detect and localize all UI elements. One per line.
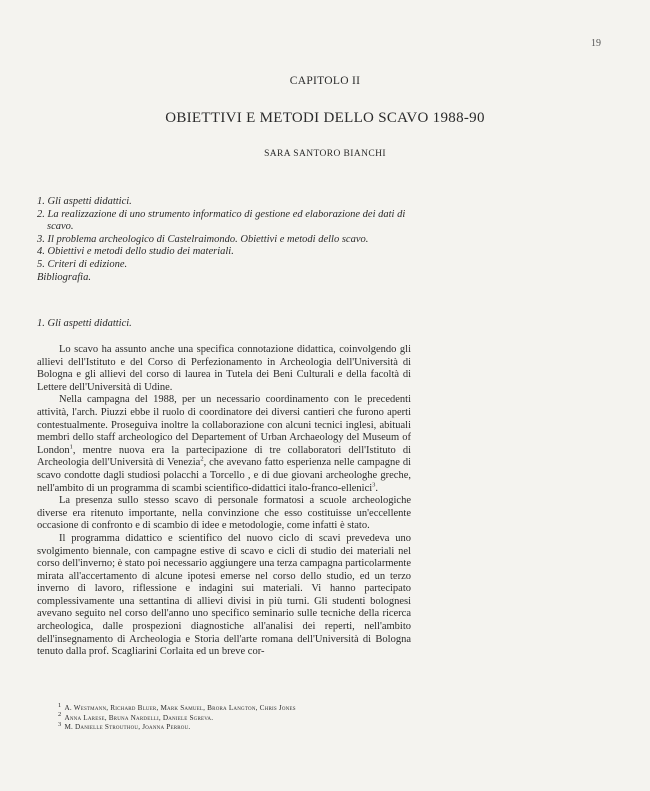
section-heading: 1. Gli aspetti didattici. [37,318,132,329]
footnote [58,701,398,714]
table-of-contents [37,196,417,284]
footnotes [58,701,398,733]
toc-item: 5. Criteri di edizione. [37,258,128,270]
paragraph [37,394,411,495]
footnote [58,720,398,733]
footnote-ref: 3 [372,481,376,489]
paragraph-text: , che avevano fatto esperienza nelle campagne di scavo condotte dagli studiosi polacchi a Torcello , e di due giovani archeologhe greche, nell'ambito di un programma di scambi scientifico-didattici italo-franco-ellenici [37,457,411,494]
footnote [58,711,398,724]
paragraph: Lo scavo ha assunto anche una specifica connotazione didattica, coinvolgendo gli allievi dell'Istituto e del Corso di Perfezionamento in Archeologia dell'Università di Bologna e gli allievi del corso di laurea in Tutela dei Beni Culturali e della facoltà di Lettere dell'Università di Udine. [37,344,411,393]
paragraph-text: , mentre nuova era la partecipazione di tre collaboratori dell'Istituto di Archeologia dell'Università di Venezia [37,444,411,469]
body-text [37,344,411,659]
toc-item: 1. Gli aspetti didattici. [37,196,132,207]
footnote-text: A. Westmann, Richard Bluer, Mark Samuel, Brora Langton, Chris Jones [64,704,296,712]
toc-item: 3. Il problema archeologico di Castelraimondo. Obiettivi e metodi dello scavo. [37,233,369,245]
chapter-title: OBIETTIVI E METODI DELLO SCAVO 1988-90 [165,110,485,126]
footnote-ref: 1 [69,443,73,451]
footnote-mark: 1 [58,701,62,709]
footnote-ref: 2 [200,455,204,463]
toc-item: 2. La realizzazione di uno strumento informatico di gestione ed elaborazione dei dati di scavo. [37,208,406,233]
paragraph: Il programma didattico e scientifico del nuovo ciclo di scavi prevedeva uno svolgimento biennale, con campagne estive di scavo e cicli di studio dei materiali nel corso dell'inverno; è stato poi necessario aggiungere una terza campagna particolarmente mirata all'accertamento di alcune ipotesi emerse nel corso dello studio, ed un terzo inverno di lavoro, riflessione e indagini sui materiali. Vi hanno partecipato complessivamente una settantina di allievi divisi in più turni. Gli studenti bolognesi avevano seguito nel corso dell'anno uno specifico seminario sulle tecniche della ricerca archeologica, dalle prospezioni diagnostiche all'analisi dei reperti, nell'ambito dell'insegnamento di Archeologia e Storia dell'arte romana dell'Università di Bologna tenuto dalla prof. Scagliarini Corlaita ed un breve cor- [37,532,411,658]
paragraph-text: . [375,482,379,494]
footnote-mark: 2 [58,711,62,719]
footnote-text: M. Danielle Strouthou, Joanna Perrou. [64,723,191,731]
paragraph: La presenza sullo stesso scavo di personale formatosi a scuole archeologiche diverse era ritenuto importante, nella convinzione che esso costituisse un'eccellente occasione di confronto e di scambio di idee e metodologie, come infatti è stato. [37,495,411,532]
chapter-label: CAPITOLO II [289,75,361,87]
chapter-author: SARA SANTORO BIANCHI [264,149,386,159]
footnote-mark: 3 [58,720,62,728]
footnote-text: Anna Larese, Bruna Nardelli, Daniele Sgreva. [64,713,214,722]
toc-item: Bibliografia. [37,271,91,283]
toc-item: 4. Obiettivi e metodi dello studio dei materiali. [37,246,234,258]
paragraph-text: Nella campagna del 1988, per un necessario coordinamento con le precedenti attività, l'arch. Piuzzi ebbe il ruolo di coordinatore dei diversi cantieri che furono aperti contestualmente. Proseguiva inoltre la collaborazione con alcuni tecnici inglesi, abituali membri dello staff archeologico del Departement of Urban Archaeology del Museum of London [37,394,411,456]
page-number: 19 [591,38,601,49]
